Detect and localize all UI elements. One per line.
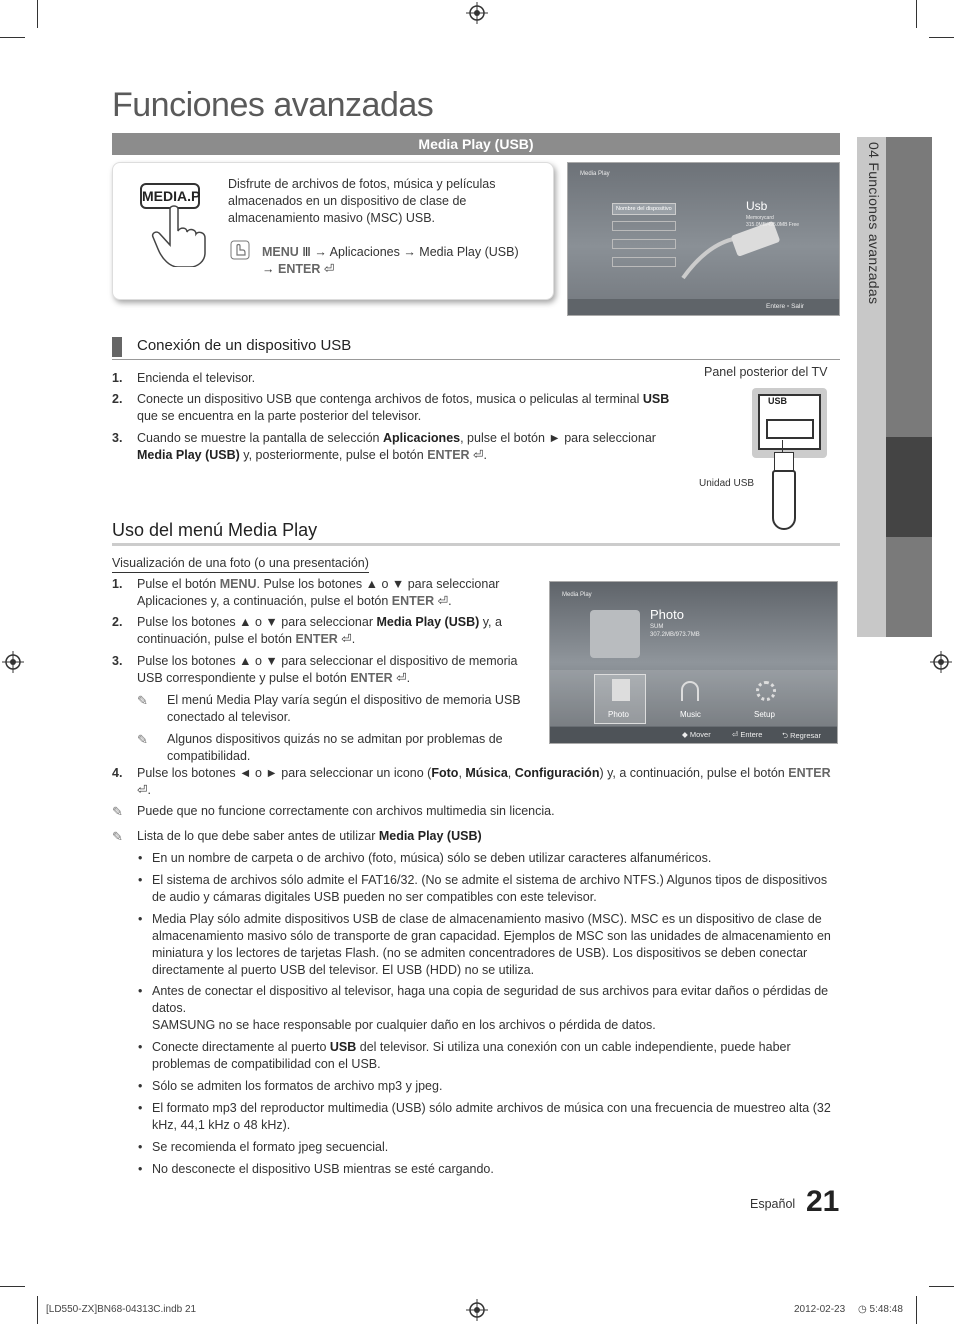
heading-rule [112,359,840,360]
menu-step-4 [112,765,837,799]
device-slot [612,257,676,267]
photo-label: Photo [608,710,629,719]
registration-mark-icon [930,651,952,673]
note-pencil-icon: ✎ [112,804,123,819]
crop-mark [37,1296,38,1324]
usb-step-2 [112,391,682,425]
crop-mark [929,1286,954,1287]
media-play-logo: Media Play [580,171,610,177]
bullet-dot: • [138,1040,143,1054]
crop-mark [0,37,25,38]
step-bold: Música [465,766,508,780]
usb-port [766,419,814,439]
side-tab-block [886,137,932,437]
usb-section-heading: Conexión de un dispositivo USB [137,337,352,354]
tv-screen-device-select [567,162,840,316]
bullet-text: No desconecte el dispositivo USB mientras se esté cargando. [152,1162,494,1176]
step-text: Conecte un dispositivo USB que contenga archivos de fotos, musica o peliculas al terminal [137,392,643,406]
setup-icon [756,681,776,701]
crop-mark [916,1296,917,1324]
hand-note-icon [230,240,250,260]
heading-rule [112,543,840,546]
return-icon: ⮌ [782,731,791,740]
enter-icon: ⏎ [392,671,407,685]
photo-title: Photo [650,607,684,622]
enter-label: ENTER [391,594,435,608]
usb-drive-icon [772,470,796,530]
step-text: . Pulse los botones ▲ o ▼ para seleccionar Aplicaciones y, a continuación, pulse el botón [137,577,500,608]
step-number: 2. [112,615,123,629]
bullet-item [138,1039,837,1073]
enter-icon: ⏎ [137,783,148,797]
side-tab-block [886,537,932,637]
tv-panel-label: Panel posterior del TV [704,365,828,379]
step-text: . [351,632,356,646]
enter-label: ENTER [350,671,393,685]
move-arrows-icon: ◆ [682,730,690,739]
photo-sub2: 307.2MB/973.7MB [650,632,700,638]
enter-label: ENTER [277,262,321,276]
step-bold: Foto [431,766,459,780]
step-number: 4. [112,766,123,780]
bullet-dot: • [138,1079,143,1093]
usb-drive-label: Unidad USB [699,478,755,489]
footer-file: [LD550-ZX]BN68-04313C.indb 21 [46,1304,197,1315]
note-pencil-icon: ✎ [137,693,148,708]
note-text: Algunos dispositivos quizás no se admitan por problemas de compatibilidad. [167,732,503,763]
footer-time: 5:48:48 [869,1304,903,1315]
bullet-item [138,850,837,867]
setup-label: Setup [754,710,775,719]
bullet-text: Media Play sólo admite dispositivos USB de clase de almacenamiento masivo (MSC). MSC es un dispositivo de clase de almacenamiento masivo sólo de transporte de gran capacidad. Ejemplos de MSC son las unidades de almacenamiento en miniatura y los lectores de tarjetas Flash. (no se admiten concentradores de USB). Los dispositivos se deben conectar directamente al puerto USB del televisor. El USB (HDD) no se utiliza. [152,912,831,977]
step-text: y, posteriormente, pulse el botón [239,448,428,462]
step-number: 1. [112,371,123,385]
note-pencil-icon: ✎ [112,829,123,844]
note-3b [137,731,542,765]
step-bold: USB [642,392,670,406]
enter-label: ENTER [788,766,831,780]
music-icon [681,681,699,701]
step-text: Pulse los botones ▲ o ▼ para seleccionar [137,615,377,629]
clock-icon: ◷ [858,1304,870,1315]
bullet-item [138,872,837,906]
menu-path [262,244,532,278]
step-bold: Media Play (USB) [137,448,240,462]
bullet-dot: • [138,1140,143,1154]
note-bold: Media Play (USB) [378,829,482,843]
footer-enter-label: Entere [740,730,763,739]
heading-marker [112,337,122,357]
bullet-item [138,983,837,1034]
bullet-text: del televisor. Si utiliza una conexión con un cable independiente, puede haber problemas de compatibilidad con el USB. [152,1040,791,1071]
step-text: Pulse los botones ▲ o ▼ para seleccionar el dispositivo de memoria USB correspondiente y pulse el botón [137,654,518,685]
bullet-dot: • [138,984,143,998]
device-sub2: 315.0MB/495.0MB Free [746,222,800,228]
bullet-bold: USB [329,1040,357,1054]
step-text: , [507,766,515,780]
device-slot [612,221,676,231]
camera-icon [590,610,640,658]
device-slot [612,239,676,249]
bullet-dot: • [138,1101,143,1115]
enter-icon: ⏎ [337,632,352,646]
bullet-text: Conecte directamente al puerto [152,1040,330,1054]
step-bold: Media Play (USB) [376,615,480,629]
step-text: ) y, a continuación, pulse el botón [599,766,789,780]
bullet-text: Se recomienda el formato jpeg secuencial. [152,1140,389,1154]
footer-language: Español [750,1197,796,1211]
usb-step-1 [112,370,682,387]
footer-date: 2012-02-23 [794,1304,846,1315]
footer-enter [732,730,762,739]
step-text: que se encuentra en la parte posterior del televisor. [137,409,422,423]
step-number: 2. [112,392,123,406]
bullet-text: Sólo se admiten los formatos de archivo mp3 y jpeg. [152,1079,443,1093]
step-text: . [147,783,151,797]
step-number: 1. [112,577,123,591]
bullet-item [138,1100,837,1134]
enter-icon: ⏎ [732,730,741,739]
menu-icon: Ⅲ [302,245,311,259]
step-text: Pulse los botones ◄ o ► para seleccionar un icono ( [137,766,432,780]
footer-move-label: Mover [689,730,711,739]
usb-port-label: USB [768,396,788,406]
callout-description: Disfrute de archivos de fotos, música y películas almacenados en un dispositivo de clase de almacenamiento masivo (MSC) USB. [228,177,496,225]
menu-section-heading: Uso del menú Media Play [112,520,318,540]
crop-mark [0,1286,25,1287]
tv-screen-media-play [549,581,838,744]
step-text: Pulse el botón [137,577,220,591]
side-tab-block-active [886,437,932,537]
step-text: , [458,766,466,780]
enter-icon: ⏎ [469,448,484,462]
registration-mark-icon [466,2,488,24]
step-bold: Aplicaciones [382,431,461,445]
media-play-logo: Media Play [562,592,592,598]
media-p-button: MEDIA.P [140,183,200,209]
photo-icon [612,679,630,701]
bullet-item [138,1161,837,1178]
menu-label: MENU [262,245,299,259]
menu-path-text: → Aplicaciones → Media Play (USB) → [262,245,519,276]
bullet-text: El sistema de archivos sólo admite el FAT16/32. (No se admite el sistema de archivo NTFS.) Algunos tipos de dispositivos de audio y cámaras digitales USB pueden no ser compatibles con este televisor. [152,873,828,904]
step-bold: Configuración [514,766,600,780]
note-3a [137,692,542,726]
menu-step-3 [112,653,537,687]
bullet-item [138,1139,837,1156]
page-number: 21 [806,1185,840,1218]
bullet-dot: • [138,912,143,926]
note-license [112,803,837,820]
crop-mark [916,0,917,28]
step-text: , pulse el botón ► para seleccionar [460,431,656,445]
footer-back-label: Regresar [790,731,821,740]
menu-step-1 [112,576,532,610]
enter-icon: ⏎ [320,262,335,276]
note-text: El menú Media Play varía según el dispositivo de memoria USB conectado al televisor. [167,693,521,724]
note-text: Lista de lo que debe saber antes de utilizar [137,829,379,843]
bullet-dot: • [138,873,143,887]
step-number: 3. [112,654,123,668]
step-text: . [406,671,411,685]
bullet-text: El formato mp3 del reproductor multimedia (USB) sólo admite archivos de música con una frecuencia de muestreo alta (32 kHz, 44,1 kHz o 48 kHz). [152,1101,831,1132]
device-sub1: Memorycard [746,215,774,221]
bullet-text: Antes de conectar el dispositivo al televisor, haga una copia de seguridad de sus archivos para evitar daños o pérdidas de datos. [152,984,829,1015]
device-title: Usb [746,199,768,213]
footer-back [782,730,821,743]
step-text: Encienda el televisor. [137,371,256,385]
music-label: Music [680,710,701,719]
registration-mark-icon [2,651,24,673]
usb-step-3 [112,430,682,464]
sub-heading: Visualización de una foto (o una presentación) [112,555,369,573]
step-text: Cuando se muestre la pantalla de selección [137,431,383,445]
bullet-dot: • [138,851,143,865]
bullet-item [138,1078,837,1095]
bullet-dot: • [138,1162,143,1176]
photo-sub1: SUM [650,624,664,630]
bullet-item [138,911,837,979]
registration-mark-icon [466,1299,488,1321]
note-text: Puede que no funcione correctamente con archivos multimedia sin licencia. [137,804,555,818]
crop-mark [37,0,38,28]
note-list [112,828,837,845]
footer-clock [858,1304,903,1315]
note-pencil-icon: ✎ [137,732,148,747]
bullet-text: En un nombre de carpeta o de archivo (foto, música) sólo se deben utilizar caracteres alfanuméricos. [152,851,712,865]
menu-step-2 [112,614,532,648]
device-name-field: Nombre del dispositivo [612,203,676,215]
enter-icon: ⏎ [434,594,449,608]
crop-mark [929,37,954,38]
bullet-text: SAMSUNG no se hace responsable por cualquier daño en los archivos o pérdida de datos. [152,1018,656,1032]
side-tab-label: 04 Funciones avanzadas [866,142,882,305]
screen-footer-text: Entere ▫ Salir [766,303,805,310]
enter-label: ENTER [295,632,338,646]
menu-label: MENU [219,577,257,591]
usb-plug [774,452,794,472]
step-text: y, a continuación, pulse el botón [137,615,502,646]
footer-move [682,730,711,739]
step-number: 3. [112,431,123,445]
section-bar: Media Play (USB) [112,133,840,155]
hand-pressing-icon [150,205,215,267]
enter-label: ENTER [427,448,470,462]
page-title: Funciones avanzadas [112,86,434,124]
step-text: . [448,594,452,608]
step-text: . [483,448,487,462]
